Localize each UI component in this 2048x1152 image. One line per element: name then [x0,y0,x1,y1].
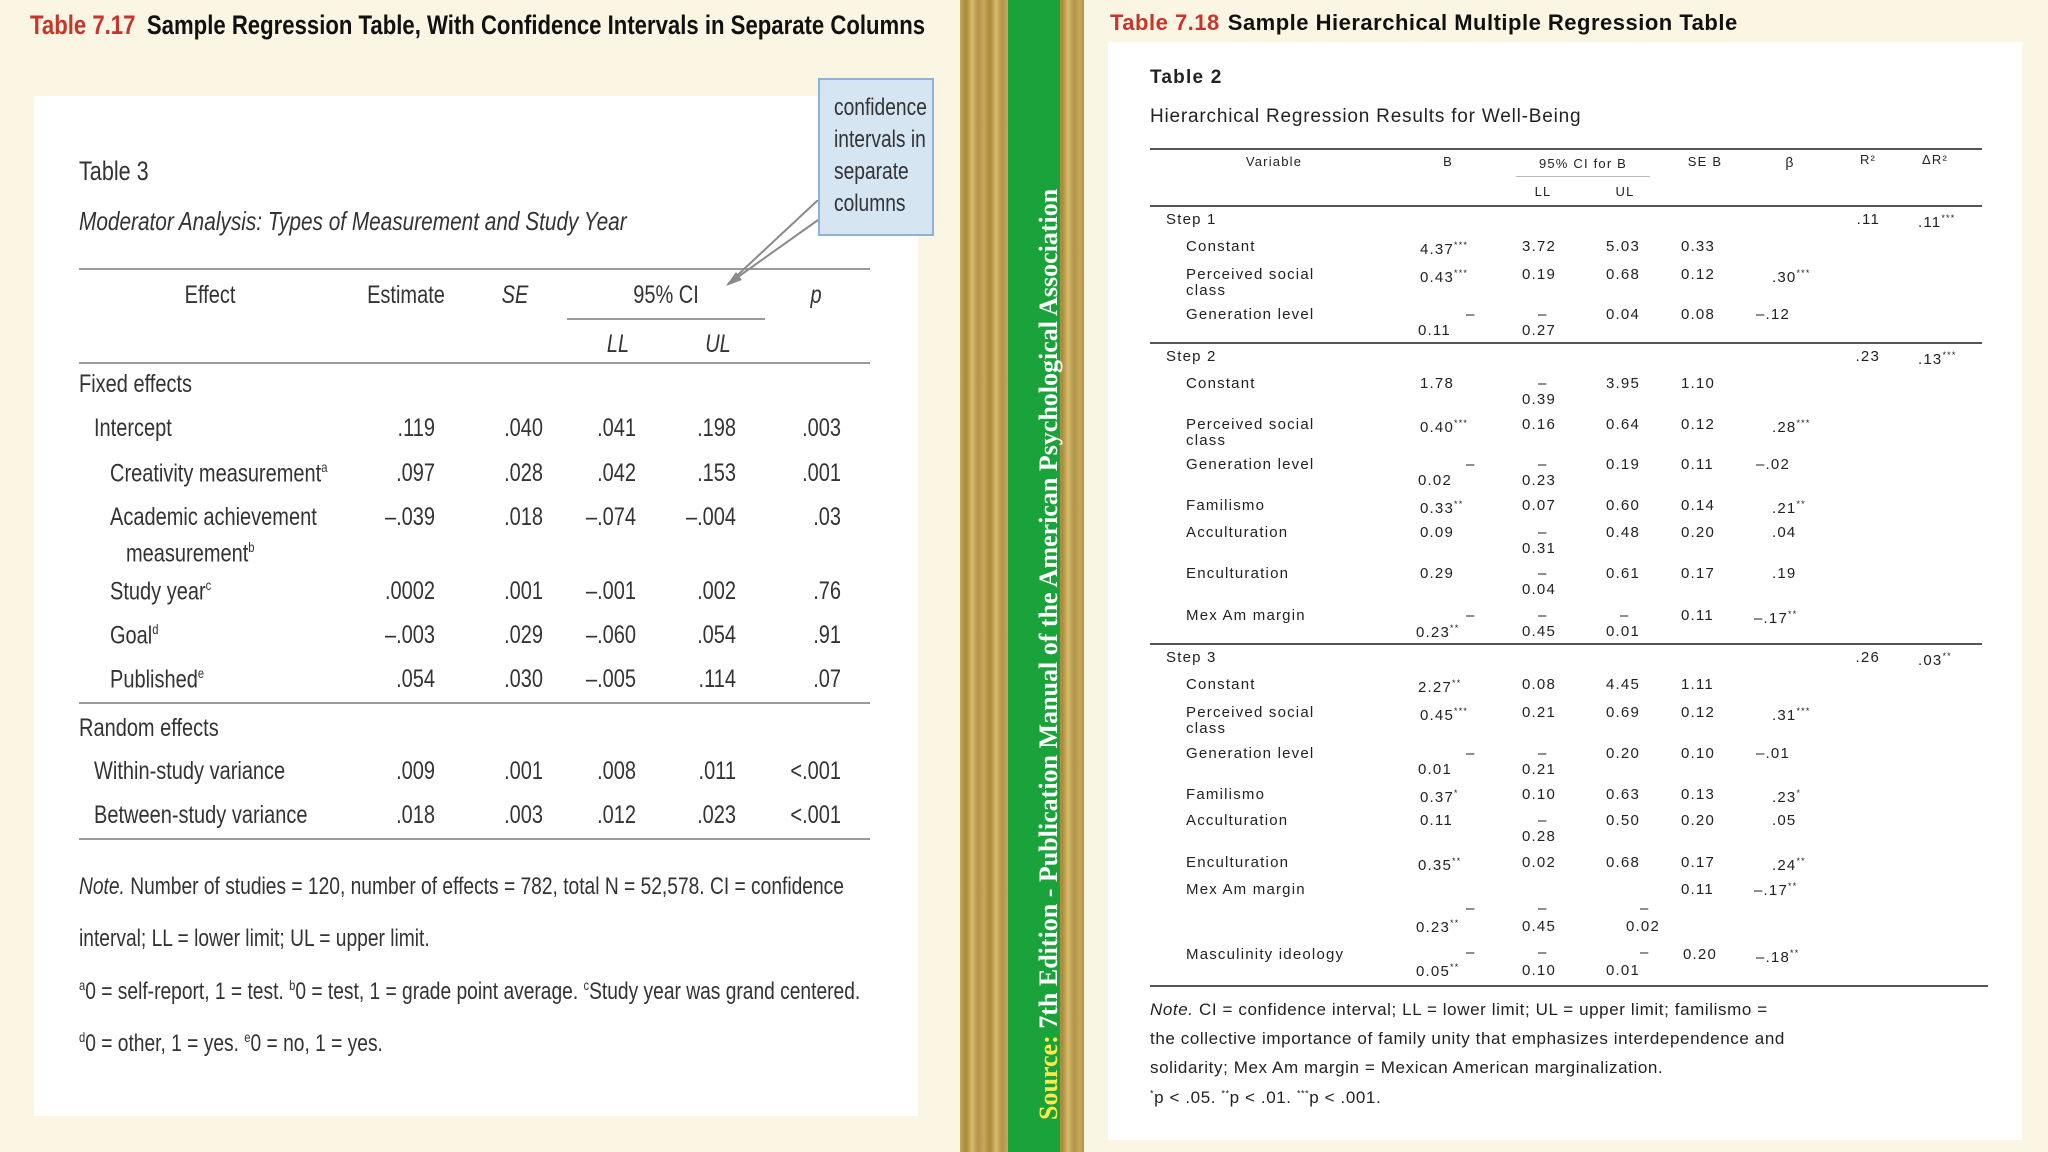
row-variable: Generation level [1186,306,1315,323]
cell-b: 0.23** [1416,918,1460,936]
cell-b: 0.40*** [1420,418,1469,436]
cell-b: 0.01 [1418,761,1452,778]
cell-seb: 1.10 [1681,375,1715,392]
right-table-title: Hierarchical Regression Results for Well-Being [1150,106,1582,127]
cell-ll: –.074 [585,503,636,531]
cell-ll-dash: – [1538,812,1548,829]
cell-ll: 0.27 [1522,322,1556,339]
cell-ul: .023 [697,801,736,829]
row-variable: Perceived social [1186,704,1315,721]
cell-b: 0.43*** [1420,268,1469,286]
row-label: Between-study variance [94,801,308,829]
left-note-line-2: interval; LL = lower limit; UL = upper limit. [79,925,430,952]
cell-ll: 0.39 [1522,391,1556,408]
cell-ll: 0.23 [1522,472,1556,489]
header-ll: LL [606,330,630,358]
cell-ll-dash: – [1538,524,1548,541]
cell-ul-dash: – [1640,900,1650,917]
row-label: Intercept [94,414,172,442]
cell-ul: 3.95 [1606,375,1640,392]
cell-seb: 0.11 [1681,881,1714,898]
row-variable: Mex Am margin [1186,881,1306,898]
cell-r2: .23 [1855,348,1880,365]
row-label: Academic achievement [110,503,317,531]
cell-ul: .011 [698,757,736,785]
cell-p: .91 [813,621,841,649]
row-variable-cont: class [1186,282,1227,299]
header-estimate: Estimate [367,281,445,309]
header-effect: Effect [184,281,236,309]
cell-b: 0.37* [1420,788,1459,806]
cell-seb: 0.11 [1681,607,1714,624]
row-label-cont: measurement$^b$ [126,539,255,568]
cell-seb: 0.17 [1681,854,1715,871]
cell-ll: –.060 [585,621,636,649]
cell-seb: 0.20 [1681,812,1715,829]
cell-ll: .042 [597,459,636,487]
right-note-line-3: solidarity; Mex Am margin = Mexican American marginalization. [1150,1058,1664,1077]
cell-estimate: .119 [397,414,435,442]
callout-line: intervals in [834,126,926,153]
cell-beta: .23* [1772,788,1802,806]
header-se: SE [501,281,529,309]
cell-b-dash: – [1466,306,1476,323]
header-ll: LL [1534,184,1552,199]
left-rule-bottom [79,838,870,840]
cell-p: .003 [802,414,841,442]
cell-ll-dash: – [1538,900,1548,917]
row-variable: Enculturation [1186,854,1290,871]
right-note-line-1: Note. CI = confidence interval; LL = lower limit; UL = upper limit; familismo = [1150,1000,1768,1019]
cell-b-dash: – [1466,944,1476,961]
cell-ll-dash: – [1538,375,1548,392]
right-rule-header [1150,205,1982,207]
row-variable: Acculturation [1186,524,1289,541]
cell-b-dash: – [1466,456,1476,473]
cell-estimate: .0002 [384,577,435,605]
row-variable: Familismo [1186,786,1266,803]
row-variable: Perceived social [1186,266,1315,283]
cell-ul: 0.63 [1606,786,1640,803]
header-dr2: ΔR² [1921,152,1948,167]
cell-estimate: –.003 [384,621,435,649]
cell-seb: 0.13 [1681,786,1715,803]
cell-ul: .198 [697,414,736,442]
cell-b: 2.27** [1418,678,1462,696]
cell-ll: .012 [597,801,636,829]
callout-arrow [700,200,840,300]
step-label: Step 2 [1166,348,1217,365]
cell-se: .028 [504,459,543,487]
row-variable: Perceived social [1186,416,1315,433]
row-variable: Constant [1186,238,1256,255]
callout-line: confidence [834,94,927,121]
cell-ul: 0.02 [1626,918,1660,935]
cell-ul: 5.03 [1606,238,1640,255]
left-heading-number: Table 7.17 [30,10,136,40]
callout-line: separate [834,158,909,185]
header-ci: 95% CI [633,281,699,309]
cell-ll: 0.10 [1522,962,1556,979]
row-variable: Masculinity ideology [1186,946,1345,963]
cell-seb: 0.20 [1681,524,1715,541]
cell-beta: .28*** [1772,418,1811,436]
cell-beta: .30*** [1772,268,1811,286]
cell-ll: 0.31 [1522,540,1556,557]
cell-b: 0.23** [1416,623,1460,641]
cell-ul: 0.61 [1606,565,1640,582]
section-fixed-effects: Fixed effects [79,370,193,398]
cell-beta: –.18** [1756,948,1800,966]
cell-ll-dash: – [1538,456,1548,473]
cell-b: 0.45*** [1420,706,1469,724]
cell-ll: –.001 [585,577,636,605]
cell-r2: .26 [1855,649,1880,666]
cell-ul: 0.48 [1606,524,1640,541]
cell-dr2: .03** [1918,651,1952,669]
row-variable: Familismo [1186,497,1266,514]
cell-ul: 0.68 [1606,266,1640,283]
cell-ll-dash: – [1538,565,1548,582]
cell-ul-dash: – [1640,944,1650,961]
header-beta: β [1785,154,1795,170]
cell-ll: 0.16 [1522,416,1556,433]
cell-ll: 0.10 [1522,786,1556,803]
cell-ul: 0.04 [1606,306,1640,323]
cell-beta: –.12 [1756,306,1790,323]
cell-ul: 4.45 [1606,676,1640,693]
cell-b: 1.78 [1420,375,1454,392]
row-variable: Mex Am margin [1186,607,1306,624]
cell-ul: 0.64 [1606,416,1640,433]
row-variable: Constant [1186,676,1256,693]
cell-ll: 3.72 [1522,238,1556,255]
cell-ll-dash: – [1538,306,1548,323]
cell-seb: 0.14 [1681,497,1715,514]
ci-underline [1516,176,1650,177]
cell-ll: 0.28 [1522,828,1556,845]
cell-ll: 0.04 [1522,581,1556,598]
cell-ll-dash: – [1538,745,1548,762]
cell-ll: 0.08 [1522,676,1556,693]
cell-estimate: .054 [396,665,435,693]
left-rule-mid [79,702,870,704]
cell-seb: 0.10 [1681,745,1715,762]
cell-ul: 0.20 [1606,745,1640,762]
cell-ll: 0.21 [1522,704,1556,721]
cell-beta: –.17** [1754,881,1798,899]
cell-se: .001 [504,757,543,785]
cell-ul: 0.01 [1606,962,1640,979]
cell-b: 0.05** [1416,962,1460,980]
cell-ul: –.004 [685,503,736,531]
cell-p: <.001 [790,801,841,829]
cell-beta: .04 [1772,524,1797,541]
cell-p: .03 [813,503,841,531]
cell-estimate: .009 [396,757,435,785]
cell-ll: 0.07 [1522,497,1556,514]
cell-ul-dash: – [1620,607,1630,624]
cell-ul: .054 [697,621,736,649]
cell-beta: .24** [1772,856,1806,874]
section-random-effects: Random effects [79,714,219,742]
right-rule-top [1150,148,1982,150]
cell-ll: –.005 [585,665,636,693]
header-seb: SE B [1687,154,1723,169]
cell-beta: .19 [1772,565,1797,582]
header-r2: R² [1859,152,1877,167]
cell-ll-dash: – [1538,607,1548,624]
cell-ul: .153 [697,459,736,487]
cell-b: 0.35** [1418,856,1462,874]
row-variable: Constant [1186,375,1256,392]
header-ul: UL [1615,184,1635,199]
row-variable: Generation level [1186,745,1315,762]
cell-p: <.001 [790,757,841,785]
row-variable-cont: class [1186,432,1227,449]
cell-estimate: –.039 [384,503,435,531]
right-rule-step [1150,342,1982,344]
cell-ll: 0.21 [1522,761,1556,778]
cell-p: .07 [813,665,841,693]
cell-b: 4.37*** [1420,240,1469,258]
left-note-line-3: $^a$0 = self-report, 1 = test. $^b$0 = test, 1 = grade point average. $^c$Study year was grand centered. [79,977,861,1005]
cell-b: 0.33** [1420,499,1464,517]
cell-ul: 0.60 [1606,497,1640,514]
cell-ll: .041 [597,414,636,442]
right-rule-bottom [1150,985,1988,987]
cell-beta: –.01 [1756,745,1790,762]
right-table-label: Table 2 [1150,67,1223,88]
cell-se: .003 [504,801,543,829]
cell-beta: .05 [1772,812,1797,829]
cell-ul: .114 [698,665,736,693]
cell-ll: 0.45 [1522,918,1556,935]
row-variable: Generation level [1186,456,1315,473]
row-label: Study year$^c$ [110,577,212,606]
cell-p: .76 [813,577,841,605]
cell-ll: 0.02 [1522,854,1556,871]
cell-se: .030 [504,665,543,693]
cell-se: .029 [504,621,543,649]
cell-b-dash: – [1466,900,1476,917]
cell-estimate: .097 [396,459,435,487]
cell-se: .040 [504,414,543,442]
cell-ll: 0.45 [1522,623,1556,640]
cell-b-dash: – [1466,607,1476,624]
cell-dr2: .11*** [1918,213,1956,231]
left-table-label: Table 3 [79,156,149,186]
row-label: Published$^e$ [110,665,205,694]
right-heading-number: Table 7.18 [1110,10,1220,35]
callout-line: columns [834,190,906,217]
right-heading-title: Sample Hierarchical Multiple Regression Table [1227,10,1738,35]
cell-beta: –.17** [1754,609,1798,627]
cell-ul: 0.68 [1606,854,1640,871]
cell-beta: .21** [1772,499,1806,517]
cell-b: 0.29 [1420,565,1454,582]
cell-ll: 0.19 [1522,266,1556,283]
cell-b: 0.11 [1418,322,1451,339]
cell-seb: 0.08 [1681,306,1715,323]
cell-b: 0.09 [1420,524,1454,541]
header-variable: Variable [1245,154,1303,169]
header-ci: 95% CI for B [1538,156,1628,171]
cell-seb: 0.12 [1681,704,1715,721]
row-variable: Acculturation [1186,812,1289,829]
left-note-line-4: $^d$0 = other, 1 = yes. $^e$0 = no, 1 = yes. [79,1029,383,1057]
cell-estimate: .018 [396,801,435,829]
cell-se: .001 [504,577,543,605]
cell-seb: 1.11 [1681,676,1714,693]
cell-b: 0.02 [1418,472,1452,489]
header-ul: UL [705,330,731,358]
cell-b: 0.11 [1420,812,1453,829]
row-variable: Enculturation [1186,565,1290,582]
cell-seb: 0.17 [1681,565,1715,582]
cell-seb: 0.33 [1681,238,1715,255]
header-b: B [1443,154,1453,169]
step-label: Step 1 [1166,211,1217,228]
step-label: Step 3 [1166,649,1217,666]
cell-se: .018 [504,503,543,531]
left-heading-title: Sample Regression Table, With Confidence Intervals in Separate Columns [146,10,926,40]
cell-ul: 0.69 [1606,704,1640,721]
cell-seb: 0.20 [1683,946,1717,963]
cell-p: .001 [802,459,841,487]
cell-ul: 0.50 [1606,812,1640,829]
left-rule-header [79,362,870,364]
cell-beta: .31*** [1772,706,1811,724]
cell-ll: .008 [597,757,636,785]
cell-seb: 0.12 [1681,416,1715,433]
cell-ll-dash: – [1538,944,1548,961]
left-table-title: Moderator Analysis: Types of Measurement and Study Year [79,206,627,236]
cell-seb: 0.11 [1681,456,1714,473]
row-label: Goal$^d$ [110,621,159,650]
cell-ul: 0.01 [1606,623,1640,640]
cell-ul: 0.19 [1606,456,1640,473]
row-variable-cont: class [1186,720,1227,737]
right-rule-step [1150,643,1982,645]
right-page-heading [1110,10,1738,36]
right-note-sig: *p < .05. **p < .01. ***p < .001. [1150,1088,1382,1107]
left-note-line-1: Note. Number of studies = 120, number of effects = 782, total N = 52,578. CI = confidence [79,873,844,900]
header-p: p [810,281,822,309]
left-page-heading [30,10,925,41]
row-label: Within-study variance [94,757,286,785]
cell-dr2: .13*** [1918,350,1957,368]
ci-underline [567,318,765,320]
cell-r2: .11 [1856,211,1880,228]
cell-ul: .002 [697,577,736,605]
cell-seb: 0.12 [1681,266,1715,283]
right-note-line-2: the collective importance of family unity that emphasizes interdependence and [1150,1029,1785,1048]
spine-source-text: Source: 7th Edition - Publication Manual of the American Psychological Association [1034,188,1063,1120]
cell-beta: –.02 [1756,456,1790,473]
row-label: Creativity measurement$^a$ [110,459,328,488]
cell-b-dash: – [1466,745,1476,762]
